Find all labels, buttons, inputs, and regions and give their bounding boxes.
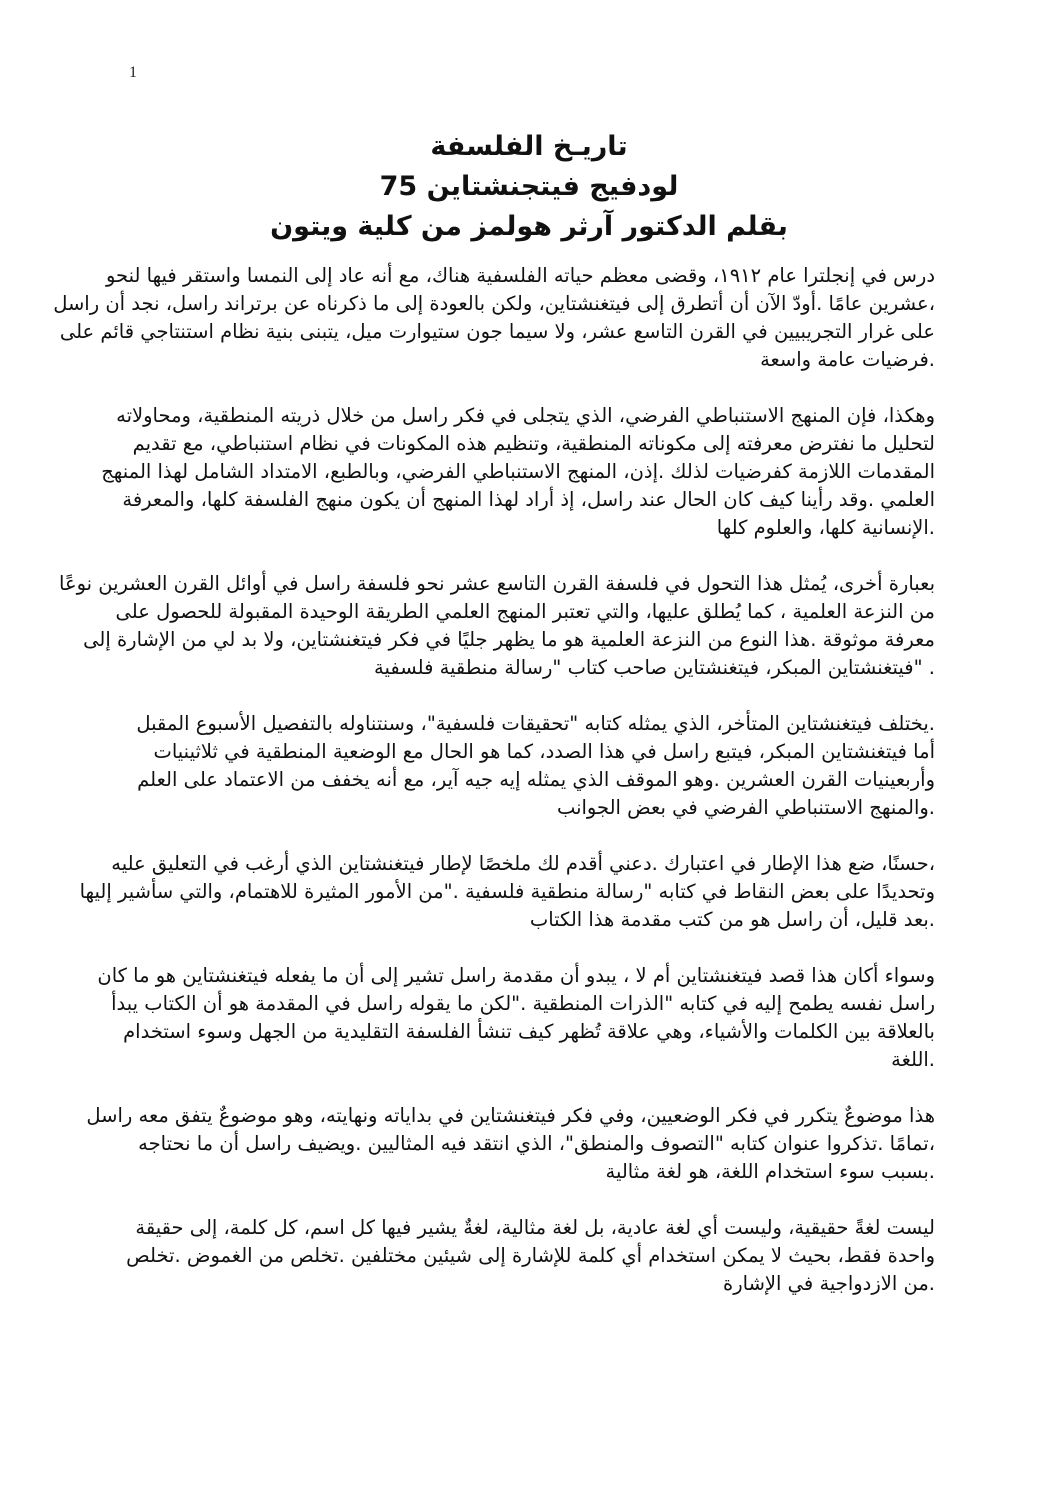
paragraph-6 [97,962,935,1074]
text-line: وتحديدًا على بعض النقاط في كتابه "رسالة منطقية فلسفية ."من الأمور المثيرة للاهتمام، والتي سأشير إليها [79,880,935,903]
paragraph-7 [86,1102,935,1186]
title-line-lecture: لودفيج فيتجنشتاين 75 [379,171,679,202]
text-line: وهكذا، فإن المنهج الاستنباطي الفرضي، الذي يتجلى في فكر راسل من خلال ذريته المنطقية، ومحاولاته [116,404,935,427]
text-line: معرفة موثوقة .هذا النوع من النزعة العلمية هو ما يظهر جليًا في فكر فيتغنشتاين، ولا بد لي من الإشارة إلى [83,628,935,651]
paragraph-4 [128,710,935,822]
document-title [0,127,1058,247]
text-line: ،تمامًا .تذكروا عنوان كتابه "التصوف والمنطق"، الذي انتقد فيه المثاليين .ويضيف راسل أن ما نحتاجه [138,1132,935,1155]
document-body [53,262,935,1326]
text-line: .فرضيات عامة واسعة [760,348,935,371]
paragraph-8 [128,1214,935,1298]
text-line: العلمي .وقد رأينا كيف كان الحال عند راسل، إذ أراد لهذا المنهج أن يكون منهج الفلسفة كلها، والمعرفة [122,488,935,511]
text-line: .من الازدواجية في الإشارة [723,1272,935,1295]
text-line: .الإنسانية كلها، والعلوم كلها [716,516,935,539]
text-line: من النزعة العلمية ، كما يُطلق عليها، والتي تعتبر المنهج العلمي الطريقة الوحيدة المقبولة للحصول على [115,600,935,623]
text-line: .اللغة [891,1048,935,1071]
text-line: وأربعينيات القرن العشرين .وهو الموقف الذي يمثله إيه جيه آير، مع أنه يخفف من الاعتماد على العلم [137,768,935,791]
paragraph-1 [53,262,935,374]
paragraph-2 [101,402,935,542]
text-line: راسل نفسه يطمح إليه في كتابه "الذرات المنطقية ."لكن ما يقوله راسل في المقدمة هو أن الكتاب يبدأ [111,992,935,1015]
text-line: ،عشرين عامًا .أودّ الآن أن أتطرق إلى فيتغنشتاين، ولكن بالعودة إلى ما ذكرناه عن برتراند راسل، نجد أن راسل [53,292,935,315]
text-line: ،حسنًا، ضع هذا الإطار في اعتبارك .دعني أقدم لك ملخصًا لإطار فيتغنشتاين الذي أرغب في التعليق عليه [111,852,935,875]
text-line: لتحليل ما نفترض معرفته إلى مكوناته المنطقية، وتنظيم هذه المكونات في نظام استنباطي، مع تقديم [132,432,935,455]
text-line: ليست لغةً حقيقية، وليست أي لغة عادية، بل لغة مثالية، لغةٌ يشير فيها كل اسم، كل كلمة، إلى حقيقة [135,1216,935,1239]
text-line: واحدة فقط، بحيث لا يمكن استخدام أي كلمة للإشارة إلى شيئين مختلفين .تخلص من الغموض .تخلص [126,1244,935,1267]
text-line: . "فيتغنشتاين المبكر، فيتغنشتاين صاحب كتاب "رسالة منطقية فلسفية [374,656,935,679]
paragraph-3 [59,570,935,682]
title-line-author: بقلم الدكتور آرثر هولمز من كلية ويتون [270,211,788,242]
text-line: .بعد قليل، أن راسل هو من كتب مقدمة هذا الكتاب [529,908,935,931]
text-line: وسواء أكان هذا قصد فيتغنشتاين أم لا ، يبدو أن مقدمة راسل تشير إلى أن ما يفعله فيتغنشتاين هو ما كان [97,964,935,987]
text-line: المقدمات اللازمة كفرضيات لذلك .إذن، المنهج الاستنباطي الفرضي، وبالطبع، الامتداد الشامل لهذا المنهج [101,460,935,483]
text-line: .يختلف فيتغنشتاين المتأخر، الذي يمثله كتابه "تحقيقات فلسفية"، وسنتناوله بالتفصيل الأسبوع المقبل [136,712,935,735]
text-line: أما فيتغنشتاين المبكر، فيتبع راسل في هذا الصدد، كما هو الحال مع الوضعية المنطقية في ثلاثينيات [153,740,935,763]
text-line: بعبارة أخرى، يُمثل هذا التحول في فلسفة القرن التاسع عشر نحو فلسفة راسل في أوائل القرن العشرين نوعًا [59,572,935,595]
text-line: هذا موضوعٌ يتكرر في فكر الوضعيين، وفي فكر فيتغنشتاين في بداياته ونهايته، وهو موضوعٌ يتفق معه راسل [86,1104,935,1127]
paragraph-5 [79,850,935,934]
text-line: درس في إنجلترا عام ١٩١٢، وقضى معظم حياته الفلسفية هناك، مع أنه عاد إلى النمسا واستقر فيها لنحو [105,264,935,287]
text-line: .بسبب سوء استخدام اللغة، هو لغة مثالية [605,1160,935,1183]
text-line: .والمنهج الاستنباطي الفرضي في بعض الجوانب [556,796,935,819]
title-line-subject: تاريـخ الفلسفة [430,131,628,162]
text-line: بالعلاقة بين الكلمات والأشياء، وهي علاقة تُظهر كيف تنشأ الفلسفة التقليدية من الجهل وسوء استخدام [123,1020,935,1043]
page-number: 1 [129,64,137,81]
text-line: على غرار التجريبيين في القرن التاسع عشر، ولا سيما جون ستيوارت ميل، يتبنى بنية نظام استنتاجي قائم على [59,320,935,343]
